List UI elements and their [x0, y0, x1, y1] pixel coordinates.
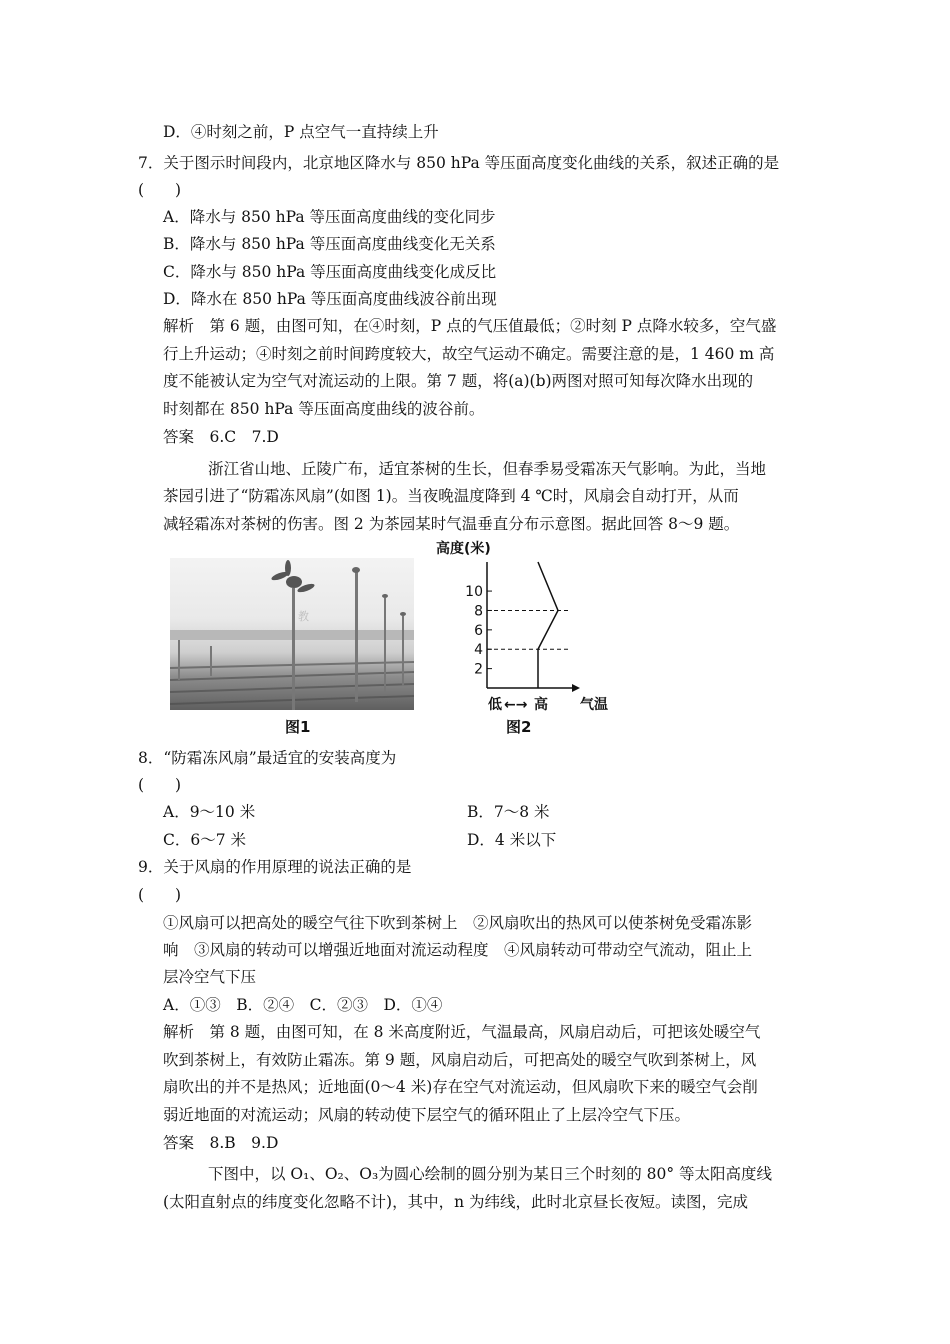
q8-option-a: A．9～10 米: [163, 803, 256, 821]
analysis-2-line-2: 吹到茶树上，有效防止霜冻。第 9 题，风扇启动后，可把高处的暖空气吹到茶树上，风: [163, 1051, 757, 1069]
analysis-1-line-4: 时刻都在 850 hPa 等压面高度曲线的波谷前。: [163, 400, 485, 418]
temperature-curve: [538, 562, 558, 688]
analysis-1-line-1: 解析 第 6 题，由图可知，在④时刻，P 点的气压值最低；②时刻 P 点降水较多，空气盛: [163, 317, 777, 335]
intro-2-line-2: 茶园引进了“防霜冻风扇”(如图 1)。当夜晚温度降到 4 ℃时，风扇会自动打开，从而: [163, 487, 739, 505]
y-tick-label: 4: [474, 642, 483, 659]
photo-watermark: 教: [298, 610, 309, 623]
figure-1-photo: [170, 558, 414, 710]
q7-option-b: B．降水与 850 hPa 等压面高度曲线变化无关系: [163, 235, 496, 253]
q9-statement-line-3: 层冷空气下压: [163, 968, 257, 986]
figure-2-chart: [430, 538, 630, 738]
q9-stem: 9．关于风扇的作用原理的说法正确的是: [138, 858, 412, 876]
x-axis-arrow-icon: [572, 684, 580, 692]
q9-statement-line-2: 响 ③风扇的转动可以增强近地面对流运动程度 ④风扇转动可带动空气流动，阻止上: [163, 941, 753, 959]
analysis-1-line-2: 行上升运动；④时刻之前时间跨度较大，故空气运动不确定。需要注意的是，1 460 m 高: [163, 345, 775, 363]
q7-answer-blank: ( ): [138, 181, 182, 199]
analysis-2-line-4: 弱近地面的对流运动；风扇的转动使下层空气的循环阻止了上层冷空气下压。: [163, 1106, 691, 1124]
figure-1-caption: 图1: [285, 718, 311, 736]
q8-option-b: B．7～8 米: [467, 803, 550, 821]
intro-3-line-1: 下图中，以 O₁、O₂、O₃为圆心绘制的圆分别为某日三个时刻的 80° 等太阳高度线: [208, 1165, 773, 1183]
answer-6-7: 答案 6.C 7.D: [163, 428, 279, 446]
q6-option-d: D．④时刻之前，P 点空气一直持续上升: [163, 123, 439, 141]
x-axis-label: 气温: [580, 697, 608, 713]
distant-fan-heads: [352, 567, 406, 616]
q9-options: A．①③ B．②④ C．②③ D．①④: [163, 996, 443, 1014]
q7-option-c: C．降水与 850 hPa 等压面高度曲线变化成反比: [163, 263, 497, 281]
intro-2-line-3: 减轻霜冻对茶树的伤害。图 2 为茶园某时气温垂直分布示意图。据此回答 8～9 题。: [163, 515, 740, 533]
y-axis-label: 高度(米): [436, 541, 491, 557]
q7-stem: 7．关于图示时间段内，北京地区降水与 850 hPa 等压面高度变化曲线的关系，叙述正确的是: [138, 154, 780, 172]
q8-option-d: D．4 米以下: [467, 831, 557, 849]
analysis-2-line-1: 解析 第 8 题，由图可知，在 8 米高度附近，气温最高，风扇启动后，可把该处暖空气: [163, 1023, 761, 1041]
fan-photo-drawing: [170, 558, 414, 710]
analysis-2-line-3: 扇吹出的并不是热风；近地面(0～4 米)存在空气对流运动，但风扇吹下来的暖空气会削: [163, 1078, 758, 1096]
y-tick-label: 6: [474, 622, 483, 639]
q7-option-d: D．降水在 850 hPa 等压面高度曲线波谷前出现: [163, 290, 497, 308]
figure-2-caption: 图2: [506, 718, 532, 736]
y-tick-label: 2: [474, 661, 483, 678]
x-label-high: 高: [534, 697, 548, 713]
x-label-arrow: ←→: [504, 697, 528, 713]
q8-option-c: C．6～7 米: [163, 831, 247, 849]
answer-8-9: 答案 8.B 9.D: [163, 1134, 279, 1152]
q8-stem: 8．“防霜冻风扇”最适宜的安装高度为: [138, 749, 397, 767]
q7-option-a: A．降水与 850 hPa 等压面高度曲线的变化同步: [163, 208, 496, 226]
q9-statement-line-1: ①风扇可以把高处的暖空气往下吹到茶树上 ②风扇吹出的热风可以使茶树免受霜冻影: [163, 914, 753, 932]
q8-answer-blank: ( ): [138, 776, 182, 794]
x-label-low: 低: [488, 697, 502, 713]
fan-poles: [178, 572, 404, 710]
analysis-1-line-3: 度不能被认定为空气对流运动的上限。第 7 题，将(a)(b)两图对照可知每次降水出现的: [163, 372, 754, 390]
intro-2-line-1: 浙江省山地、丘陵广布，适宜茶树的生长，但春季易受霜冻天气影响。为此，当地: [208, 460, 767, 478]
y-tick-label: 10: [465, 584, 483, 601]
intro-3-line-2: (太阳直射点的纬度变化忽略不计)，其中，n 为纬线，此时北京昼长夜短。读图，完成: [163, 1193, 749, 1211]
q9-answer-blank: ( ): [138, 886, 182, 904]
y-tick-label: 8: [474, 603, 483, 620]
